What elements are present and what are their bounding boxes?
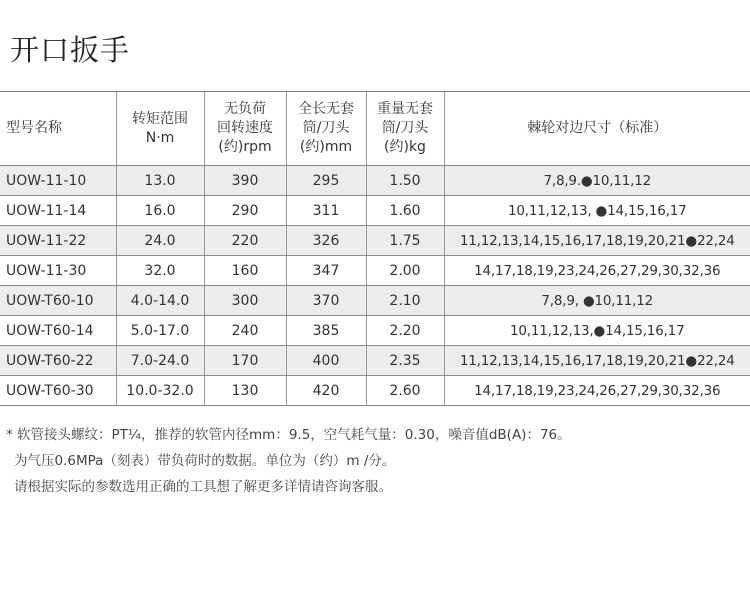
cell-weight: 2.10 (366, 286, 444, 316)
cell-length: 295 (286, 166, 366, 196)
cell-torque: 32.0 (116, 256, 204, 286)
note-line: 为气压0.6MPa（刻表）带负荷时的数据。单位为（约）m /分。 (14, 453, 396, 469)
table-row (0, 286, 750, 316)
cell-speed: 390 (204, 166, 286, 196)
spec-table (0, 91, 750, 406)
cell-weight: 2.60 (366, 376, 444, 406)
cell-torque: 10.0-32.0 (116, 376, 204, 406)
note-line: 请根据实际的参数选用正确的工具想了解更多详情请咨询客服。 (14, 479, 392, 495)
cell-torque: 16.0 (116, 196, 204, 226)
header-line: 转矩范围 (132, 110, 188, 127)
header-line: (约)mm (299, 139, 353, 155)
cell-speed: 130 (204, 376, 286, 406)
cell-speed: 290 (204, 196, 286, 226)
header-length (286, 92, 366, 166)
page-title: 开口扳手 (10, 33, 131, 67)
cell-speed: 220 (204, 226, 286, 256)
cell-length: 370 (286, 286, 366, 316)
table-row (0, 346, 750, 376)
cell-length: 400 (286, 346, 366, 376)
header-line: 重量无套 (377, 101, 433, 117)
cell-ratchet-sizes: 11,12,13,14,15,16,17,18,19,20,21●22,24 (444, 346, 750, 376)
cell-model: UOW-T60-14 (0, 316, 116, 346)
cell-weight: 1.50 (366, 166, 444, 196)
cell-length: 326 (286, 226, 366, 256)
header-weight (366, 92, 444, 166)
note-line: * 软管接头螺纹：PT¼，推荐的软管内径mm：9.5，空气耗气量：0.30，噪音值dB(A)：76。 (6, 427, 571, 443)
cell-length: 420 (286, 376, 366, 406)
header-line: N·m (145, 129, 175, 146)
cell-model: UOW-T60-10 (0, 286, 116, 316)
cell-torque: 7.0-24.0 (116, 346, 204, 376)
cell-weight: 2.00 (366, 256, 444, 286)
header-speed (204, 92, 286, 166)
cell-length: 347 (286, 256, 366, 286)
header-line: 回转速度 (217, 120, 273, 136)
cell-ratchet-sizes: 14,17,18,19,23,24,26,27,29,30,32,36 (444, 376, 750, 406)
cell-length: 385 (286, 316, 366, 346)
table-row (0, 196, 750, 226)
cell-weight: 1.60 (366, 196, 444, 226)
header-line: 型号名称 (6, 120, 62, 136)
header-ratchet-size (444, 92, 750, 166)
cell-model: UOW-T60-30 (0, 376, 116, 406)
cell-ratchet-sizes: 11,12,13,14,15,16,17,18,19,20,21●22,24 (444, 226, 750, 256)
notes-block (6, 422, 571, 500)
cell-model: UOW-11-14 (0, 196, 116, 226)
cell-speed: 300 (204, 286, 286, 316)
cell-ratchet-sizes: 10,11,12,13,●14,15,16,17 (444, 316, 750, 346)
cell-weight: 2.20 (366, 316, 444, 346)
cell-model: UOW-T60-22 (0, 346, 116, 376)
cell-model: UOW-11-10 (0, 166, 116, 196)
table-row (0, 316, 750, 346)
table-row (0, 226, 750, 256)
cell-torque: 4.0-14.0 (116, 286, 204, 316)
cell-torque: 13.0 (116, 166, 204, 196)
cell-speed: 170 (204, 346, 286, 376)
table-header-row (0, 92, 750, 166)
cell-ratchet-sizes: 10,11,12,13, ●14,15,16,17 (444, 196, 750, 226)
header-line: 筒/刀头 (381, 120, 429, 136)
header-line: 棘轮对边尺寸（标准） (527, 120, 668, 136)
table-row (0, 166, 750, 196)
cell-speed: 240 (204, 316, 286, 346)
cell-ratchet-sizes: 14,17,18,19,23,24,26,27,29,30,32,36 (444, 256, 750, 286)
table-row (0, 256, 750, 286)
header-torque (116, 92, 204, 166)
header-line: 无负荷 (224, 101, 266, 117)
header-line: (约)rpm (218, 139, 272, 155)
cell-speed: 160 (204, 256, 286, 286)
cell-weight: 1.75 (366, 226, 444, 256)
cell-ratchet-sizes: 7,8,9.●10,11,12 (444, 166, 750, 196)
table-row (0, 376, 750, 406)
cell-model: UOW-11-22 (0, 226, 116, 256)
cell-model: UOW-11-30 (0, 256, 116, 286)
cell-torque: 24.0 (116, 226, 204, 256)
cell-length: 311 (286, 196, 366, 226)
cell-ratchet-sizes: 7,8,9, ●10,11,12 (444, 286, 750, 316)
header-line: 全长无套 (298, 101, 354, 117)
header-line: (约)kg (384, 139, 426, 155)
header-model (0, 92, 116, 166)
header-line: 筒/刀头 (302, 120, 350, 136)
cell-weight: 2.35 (366, 346, 444, 376)
cell-torque: 5.0-17.0 (116, 316, 204, 346)
